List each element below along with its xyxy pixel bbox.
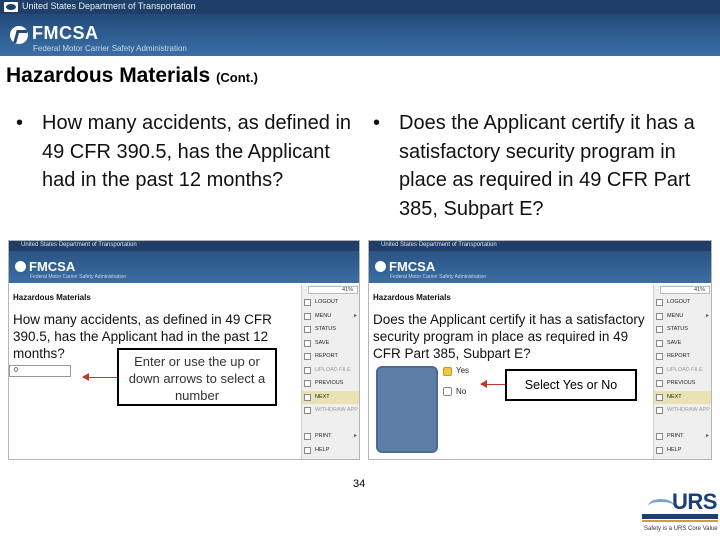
bullet-text: How many accidents, as defined in 49 CFR 390.5, has the Applicant had in the past 12 months?: [42, 112, 352, 191]
menu-withdraw-app[interactable]: WITHDRAW APP: [302, 404, 360, 418]
menu-icon: [304, 313, 311, 320]
slide-title-text: Hazardous Materials: [6, 64, 211, 87]
urs-swoosh-icon: [648, 499, 674, 513]
menu-next[interactable]: NEXT: [654, 391, 712, 405]
slide-title: [6, 64, 258, 88]
screenshot-gov-label: United States Department of Transportation: [381, 242, 497, 248]
menu-report[interactable]: REPORT: [302, 350, 360, 364]
dot-seal-icon: [4, 2, 18, 12]
screenshot-brand-sub: Federal Motor Carrier Safety Administration: [390, 274, 487, 280]
callout-arrow: [481, 384, 505, 385]
highlight-box: [376, 366, 438, 453]
fmcsa-logo-icon: [15, 261, 26, 272]
menu-next[interactable]: NEXT: [302, 391, 360, 405]
slide-title-suffix: (Cont.): [216, 70, 258, 85]
progress-indicator: 41%: [308, 286, 358, 294]
urs-tagline: Safety is a URS Core Value: [644, 526, 718, 532]
side-menu: [653, 285, 711, 460]
screenshot-gov-bar: [369, 241, 711, 251]
urs-logo: [642, 489, 718, 537]
no-label: No: [456, 387, 467, 396]
department-label: United States Department of Transportation: [22, 1, 196, 11]
previous-icon: [304, 380, 311, 387]
section-heading: Hazardous Materials: [373, 293, 451, 302]
section-heading: Hazardous Materials: [13, 293, 91, 302]
help-icon: [304, 447, 311, 454]
fmcsa-banner: [0, 14, 720, 56]
urs-band: [642, 514, 718, 519]
upload-icon: [656, 367, 663, 374]
menu-withdraw-app[interactable]: WITHDRAW APP: [654, 404, 712, 418]
menu-icon: [656, 313, 663, 320]
logout-icon: [656, 299, 663, 306]
logout-icon: [304, 299, 311, 306]
report-icon: [304, 353, 311, 360]
print-icon: [304, 433, 311, 440]
question-text: How many accidents, as defined in 49 CFR 390.5, has the Applicant had in the past 12 months?: [13, 312, 272, 361]
yes-label: Yes: [456, 366, 470, 375]
screenshot-banner: [369, 251, 711, 283]
upload-icon: [304, 367, 311, 374]
menu-previous[interactable]: PREVIOUS: [654, 377, 712, 391]
screenshot-brand: FMCSA: [29, 259, 76, 274]
no-radio[interactable]: [443, 387, 452, 396]
menu-logout[interactable]: LOGOUT: [302, 296, 360, 310]
screenshot-accidents: [8, 240, 360, 460]
save-icon: [304, 340, 311, 347]
callout-arrow: [83, 377, 117, 378]
menu-print[interactable]: PRINT ▸: [302, 430, 360, 444]
menu-report[interactable]: REPORT: [654, 350, 712, 364]
question-text: Does the Applicant certify it has a satisfactory security program in place as required in 49 CFR Part 385, Subpart E?: [373, 312, 645, 361]
urs-logo-text: URS: [672, 489, 717, 514]
next-icon: [656, 394, 663, 401]
menu-print[interactable]: PRINT ▸: [654, 430, 712, 444]
withdraw-icon: [656, 407, 663, 414]
menu-save[interactable]: SAVE: [302, 337, 360, 351]
accident-count-stepper[interactable]: 0: [9, 365, 71, 377]
next-icon: [304, 394, 311, 401]
menu-status[interactable]: STATUS: [302, 323, 360, 337]
screenshot-gov-bar: [9, 241, 359, 251]
yes-radio[interactable]: [443, 367, 452, 376]
bullet-security-program: [373, 109, 713, 223]
fmcsa-subtitle: Federal Motor Carrier Safety Administration: [33, 44, 187, 53]
menu-menu[interactable]: MENU ▸: [302, 310, 360, 324]
screenshot-security-program: [368, 240, 712, 460]
withdraw-icon: [304, 407, 311, 414]
menu-logout[interactable]: LOGOUT: [654, 296, 712, 310]
menu-status[interactable]: STATUS: [654, 323, 712, 337]
side-menu: [301, 285, 359, 460]
menu-save[interactable]: SAVE: [654, 337, 712, 351]
screenshot-brand-sub: Federal Motor Carrier Safety Administration: [30, 274, 127, 280]
save-icon: [656, 340, 663, 347]
status-icon: [304, 326, 311, 333]
urs-band-accent: [642, 520, 718, 522]
screenshot-brand: FMCSA: [389, 259, 436, 274]
bullet-dot-icon: •: [16, 112, 24, 134]
menu-upload-file[interactable]: UPLOAD FILE: [654, 364, 712, 378]
callout-box: Enter or use the up or down arrows to select a number: [117, 348, 277, 406]
menu-previous[interactable]: PREVIOUS: [302, 377, 360, 391]
fmcsa-logo-icon: [375, 261, 386, 272]
menu-help[interactable]: HELP: [654, 444, 712, 458]
screenshot-gov-label: United States Department of Transportation: [21, 242, 137, 248]
report-icon: [656, 353, 663, 360]
print-icon: [656, 433, 663, 440]
bullet-dot-icon: •: [373, 112, 381, 134]
menu-upload-file[interactable]: UPLOAD FILE: [302, 364, 360, 378]
fmcsa-title: FMCSA: [32, 23, 99, 43]
gov-bar: [0, 0, 720, 14]
bullet-text: Does the Applicant certify it has a satisfactory security program in place as required in 49 CFR Part 385, Subpart E?: [399, 112, 695, 220]
previous-icon: [656, 380, 663, 387]
page-number: 34: [353, 478, 366, 490]
fmcsa-logo-icon: [10, 26, 28, 44]
callout-box: Select Yes or No: [505, 369, 637, 401]
progress-indicator: 41%: [660, 286, 710, 294]
screenshot-banner: [9, 251, 359, 283]
help-icon: [656, 447, 663, 454]
status-icon: [656, 326, 663, 333]
menu-menu[interactable]: MENU ▸: [654, 310, 712, 324]
bullet-accidents: [16, 109, 366, 195]
menu-help[interactable]: HELP: [302, 444, 360, 458]
